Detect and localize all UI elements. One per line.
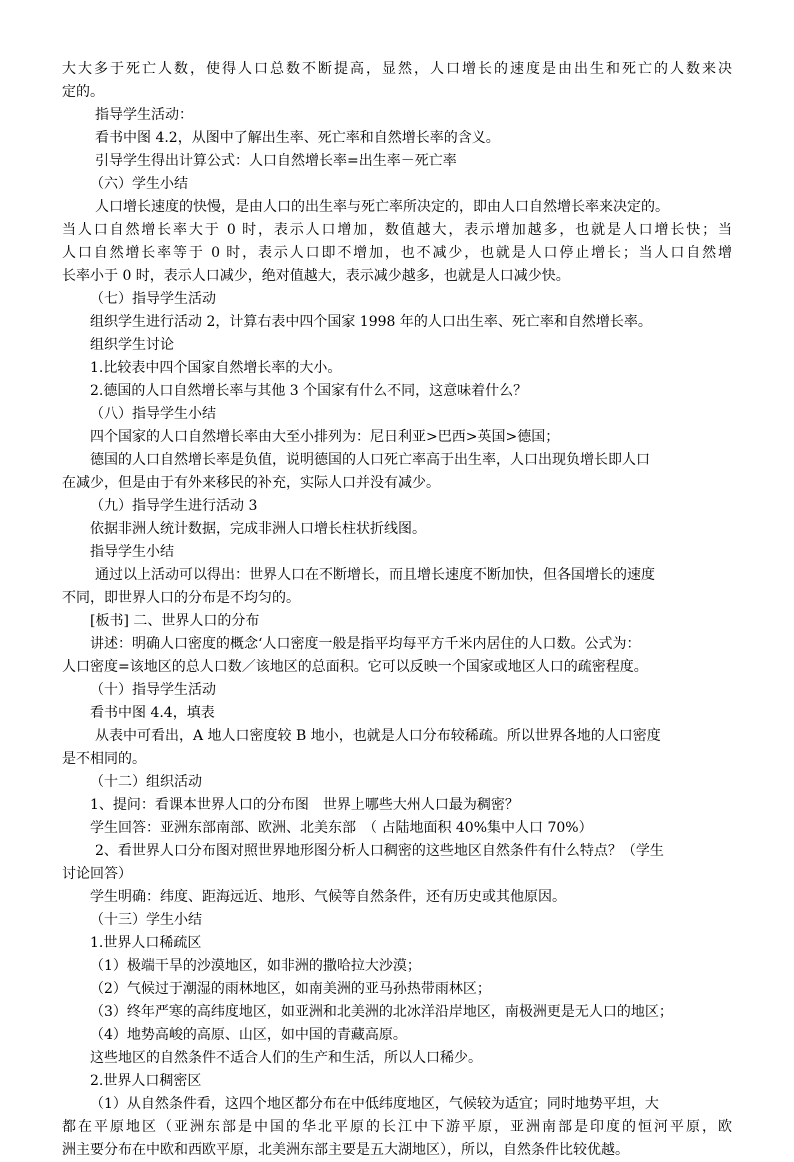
text-line-47: 都在平原地区（亚洲东部是中国的华北平原的长江中下游平原，亚洲南部是印度的恒河平原，欧 [62, 1119, 732, 1135]
section-heading-8: （八）指导学生小结 [90, 406, 216, 422]
text-line-1: 大大多于死亡人数，使得人口总数不断提高，显然，人口增长的速度是由出生和死亡的人数来决 [62, 61, 732, 77]
text-line-29: 看书中图 4.4，填表 [90, 705, 215, 721]
section-heading-10: （十）指导学生活动 [90, 682, 216, 698]
text-line-27: 人口密度=该地区的总人口数／该地区的总面积。它可以反映一个国家或地区人口的疏密程度。 [62, 659, 648, 675]
text-line-4: 看书中图 4.2，从图中了解出生率、死亡率和自然增长率的含义。 [95, 130, 500, 146]
text-line-26: 讲述：明确人口密度的概念‘人口密度一般是指平均每平方千米内居住的人口数。公式为： [90, 636, 641, 652]
list-item-2: （2）气候过于潮湿的雨林地区，如南美洲的亚马孙热带雨林区； [90, 981, 491, 997]
text-line-35: 2、看世界人口分布图对照世界地形图分析人口稠密的这些地区自然条件有什么特点？（学生 [95, 843, 664, 859]
text-line-45: 2.世界人口稠密区 [90, 1073, 202, 1089]
section-heading-7: （七）指导学生活动 [90, 291, 216, 307]
text-line-13: 组织学生讨论 [90, 337, 174, 353]
text-line-17: 四个国家的人口自然增长率由大至小排列为：尼日利亚>巴西>英国>德国； [90, 429, 560, 445]
text-line-3: 指导学生活动： [95, 107, 193, 123]
text-line-5: 引导学生得出计算公式：人口自然增长率=出生率－死亡率 [95, 153, 457, 169]
text-line-31: 是不相同的。 [62, 751, 146, 767]
text-line-34: 学生回答：亚洲东部南部、欧洲、北美东部 （ 占陆地面积 40%集中人口 70%） [90, 820, 593, 836]
text-line-37: 学生明确：纬度、距海远近、地形、气候等自然条件，还有历史或其他原因。 [90, 889, 566, 905]
text-line-46: （1）从自然条件看，这四个地区都分布在中低纬度地区，气候较为适宜；同时地势平坦，大 [90, 1096, 659, 1112]
text-line-22: 指导学生小结 [90, 544, 174, 560]
section-heading-9: （九）指导学生进行活动 3 [90, 498, 258, 514]
list-item-1: （1）极端干旱的沙漠地区，如非洲的撒哈拉大沙漠； [90, 958, 421, 974]
text-line-33: 1、提问：看课本世界人口的分布图 世界上哪些大州人口最为稠密？ [90, 797, 519, 813]
text-line-36: 讨论回答） [62, 866, 132, 882]
document-page [62, 58, 732, 1162]
text-line-44: 这些地区的自然条件不适合人们的生产和生活，所以人口稀少。 [90, 1050, 482, 1066]
section-heading-12: （十二）组织活动 [90, 774, 202, 790]
list-item-3: （3）终年严寒的高纬度地区，如亚洲和北美洲的北冰洋沿岸地区，南极洲更是无人口的地区； [90, 1004, 673, 1020]
text-line-21: 依据非洲人统计数据，完成非洲人口增长柱状折线图。 [90, 521, 426, 537]
text-line-9: 人口自然增长率等于 0 时，表示人口即不增加，也不减少，也就是人口停止增长；当人口自然增 [62, 245, 732, 261]
text-line-18: 德国的人口自然增长率是负值，说明德国的人口死亡率高于出生率，人口出现负增长即人口 [90, 452, 650, 468]
text-line-30: 从表中可看出，A 地人口密度较 B 地小，也就是人口分布较稀疏。所以世界各地的人口密度 [95, 728, 661, 744]
board-heading: [板书] 二、世界人口的分布 [90, 613, 260, 629]
text-line-48: 洲主要分布在中欧和西欧平原，北美洲东部主要是五大湖地区），所以，自然条件比较优越。 [62, 1142, 629, 1158]
text-line-7: 人口增长速度的快慢，是由人口的出生率与死亡率所决定的，即由人口自然增长率来决定的。 [95, 199, 669, 215]
text-line-12: 组织学生进行活动 2，计算右表中四个国家 1998 年的人口出生率、死亡率和自然增长率。 [90, 314, 652, 330]
text-line-39: 1.世界人口稀疏区 [90, 935, 202, 951]
section-heading-6: （六）学生小结 [90, 176, 188, 192]
text-line-19: 在减少，但是由于有外来移民的补充，实际人口并没有减少。 [62, 475, 440, 491]
text-line-23: 通过以上活动可以得出：世界人口在不断增长，而且增长速度不断加快，但各国增长的速度 [95, 567, 655, 583]
text-line-15: 2.德国的人口自然增长率与其他 3 个国家有什么不同，这意味着什么？ [90, 383, 528, 399]
section-heading-13: （十三）学生小结 [90, 912, 202, 928]
text-line-14: 1.比较表中四个国家自然增长率的大小。 [90, 360, 342, 376]
text-line-10: 长率小于 0 时，表示人口减少，绝对值越大，表示减少越多，也就是人口减少快。 [62, 268, 570, 284]
text-line-8: 当人口自然增长率大于 0 时，表示人口增加，数值越大，表示增加越多，也就是人口增长快；当 [62, 222, 732, 238]
text-line-24: 不同，即世界人口的分布是不均匀的。 [62, 590, 300, 606]
list-item-4: （4）地势高峻的高原、山区，如中国的青藏高原。 [90, 1027, 407, 1043]
text-line-2: 定的。 [62, 84, 104, 100]
